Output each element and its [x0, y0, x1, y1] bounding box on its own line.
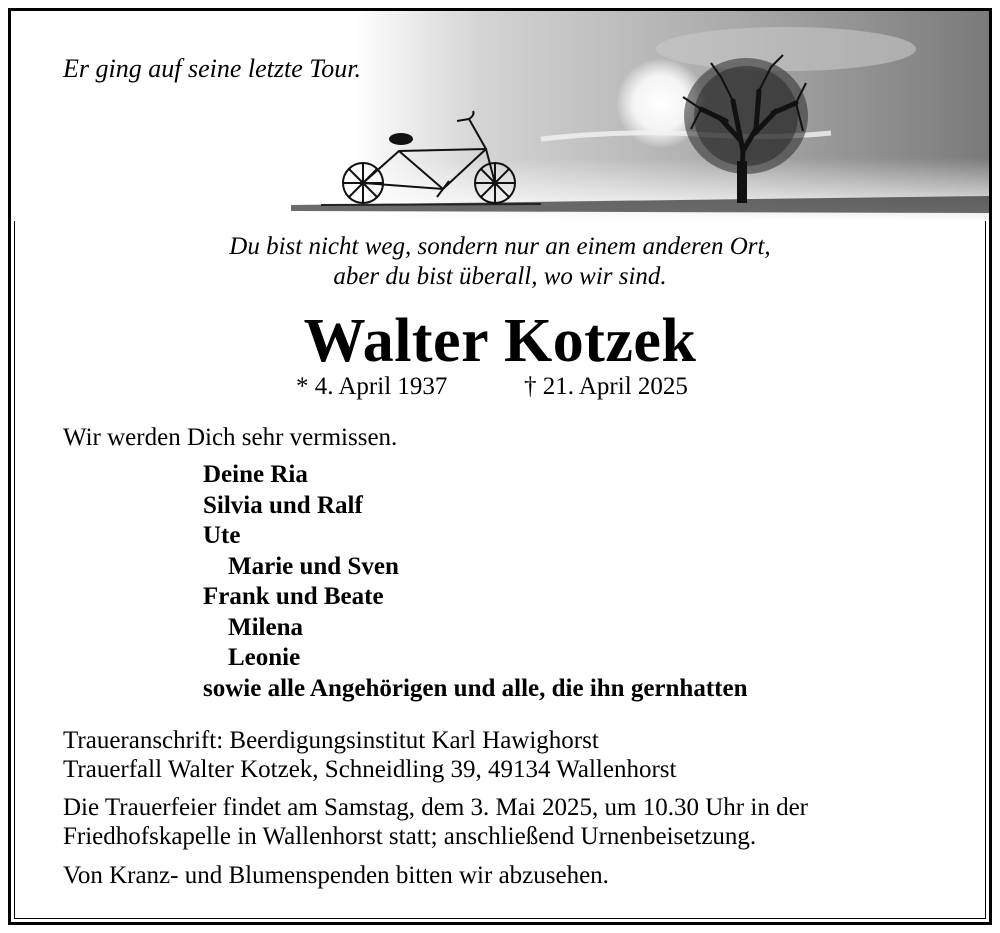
motto: Er ging auf seine letzte Tour. [63, 54, 362, 83]
mourning-address [63, 726, 676, 784]
family-member: Milena [228, 613, 303, 641]
bicycle-tree-illustration [11, 11, 989, 221]
family-member: Frank und Beate [203, 583, 384, 610]
ceremony-line-2: Friedhofskapelle in Wallenhorst statt; anschließend Urnenbeisetzung. [63, 823, 757, 850]
family-member: Ute [203, 522, 241, 549]
family-member: Silvia und Ralf [203, 491, 363, 519]
address-line-2: Trauerfall Walter Kotzek, Schneidling 39, 49134 Wallenhorst [63, 756, 677, 783]
flowers-note: Von Kranz- und Blumenspenden bitten wir abzusehen. [63, 862, 609, 889]
bicycle-saddle [389, 133, 413, 145]
ceremony-info [63, 793, 808, 851]
ceremony-line-1: Die Trauerfeier findet am Samstag, dem 3. Mai 2025, um 10.30 Uhr in der [63, 794, 808, 821]
death-date: † 21. April 2025 [524, 373, 688, 400]
family-member: sowie alle Angehörigen und alle, die ihn gernhatten [203, 674, 748, 702]
family-list [203, 460, 747, 704]
address-line-1: Traueranschrift: Beerdigungsinstitut Karl Hawighorst [63, 727, 599, 754]
birth-date: * 4. April 1937 [296, 373, 448, 400]
family-member: Marie und Sven [228, 552, 399, 580]
memorial-quote [0, 232, 1000, 292]
family-member: Leonie [228, 644, 301, 671]
quote-line-1: Du bist nicht weg, sondern nur an einem anderen Ort, [229, 233, 771, 260]
farewell-message: Wir werden Dich sehr vermissen. [63, 424, 398, 451]
deceased-name: Walter Kotzek [303, 307, 697, 375]
quote-line-2: aber du bist überall, wo wir sind. [333, 263, 667, 290]
family-member: Deine Ria [203, 461, 308, 488]
